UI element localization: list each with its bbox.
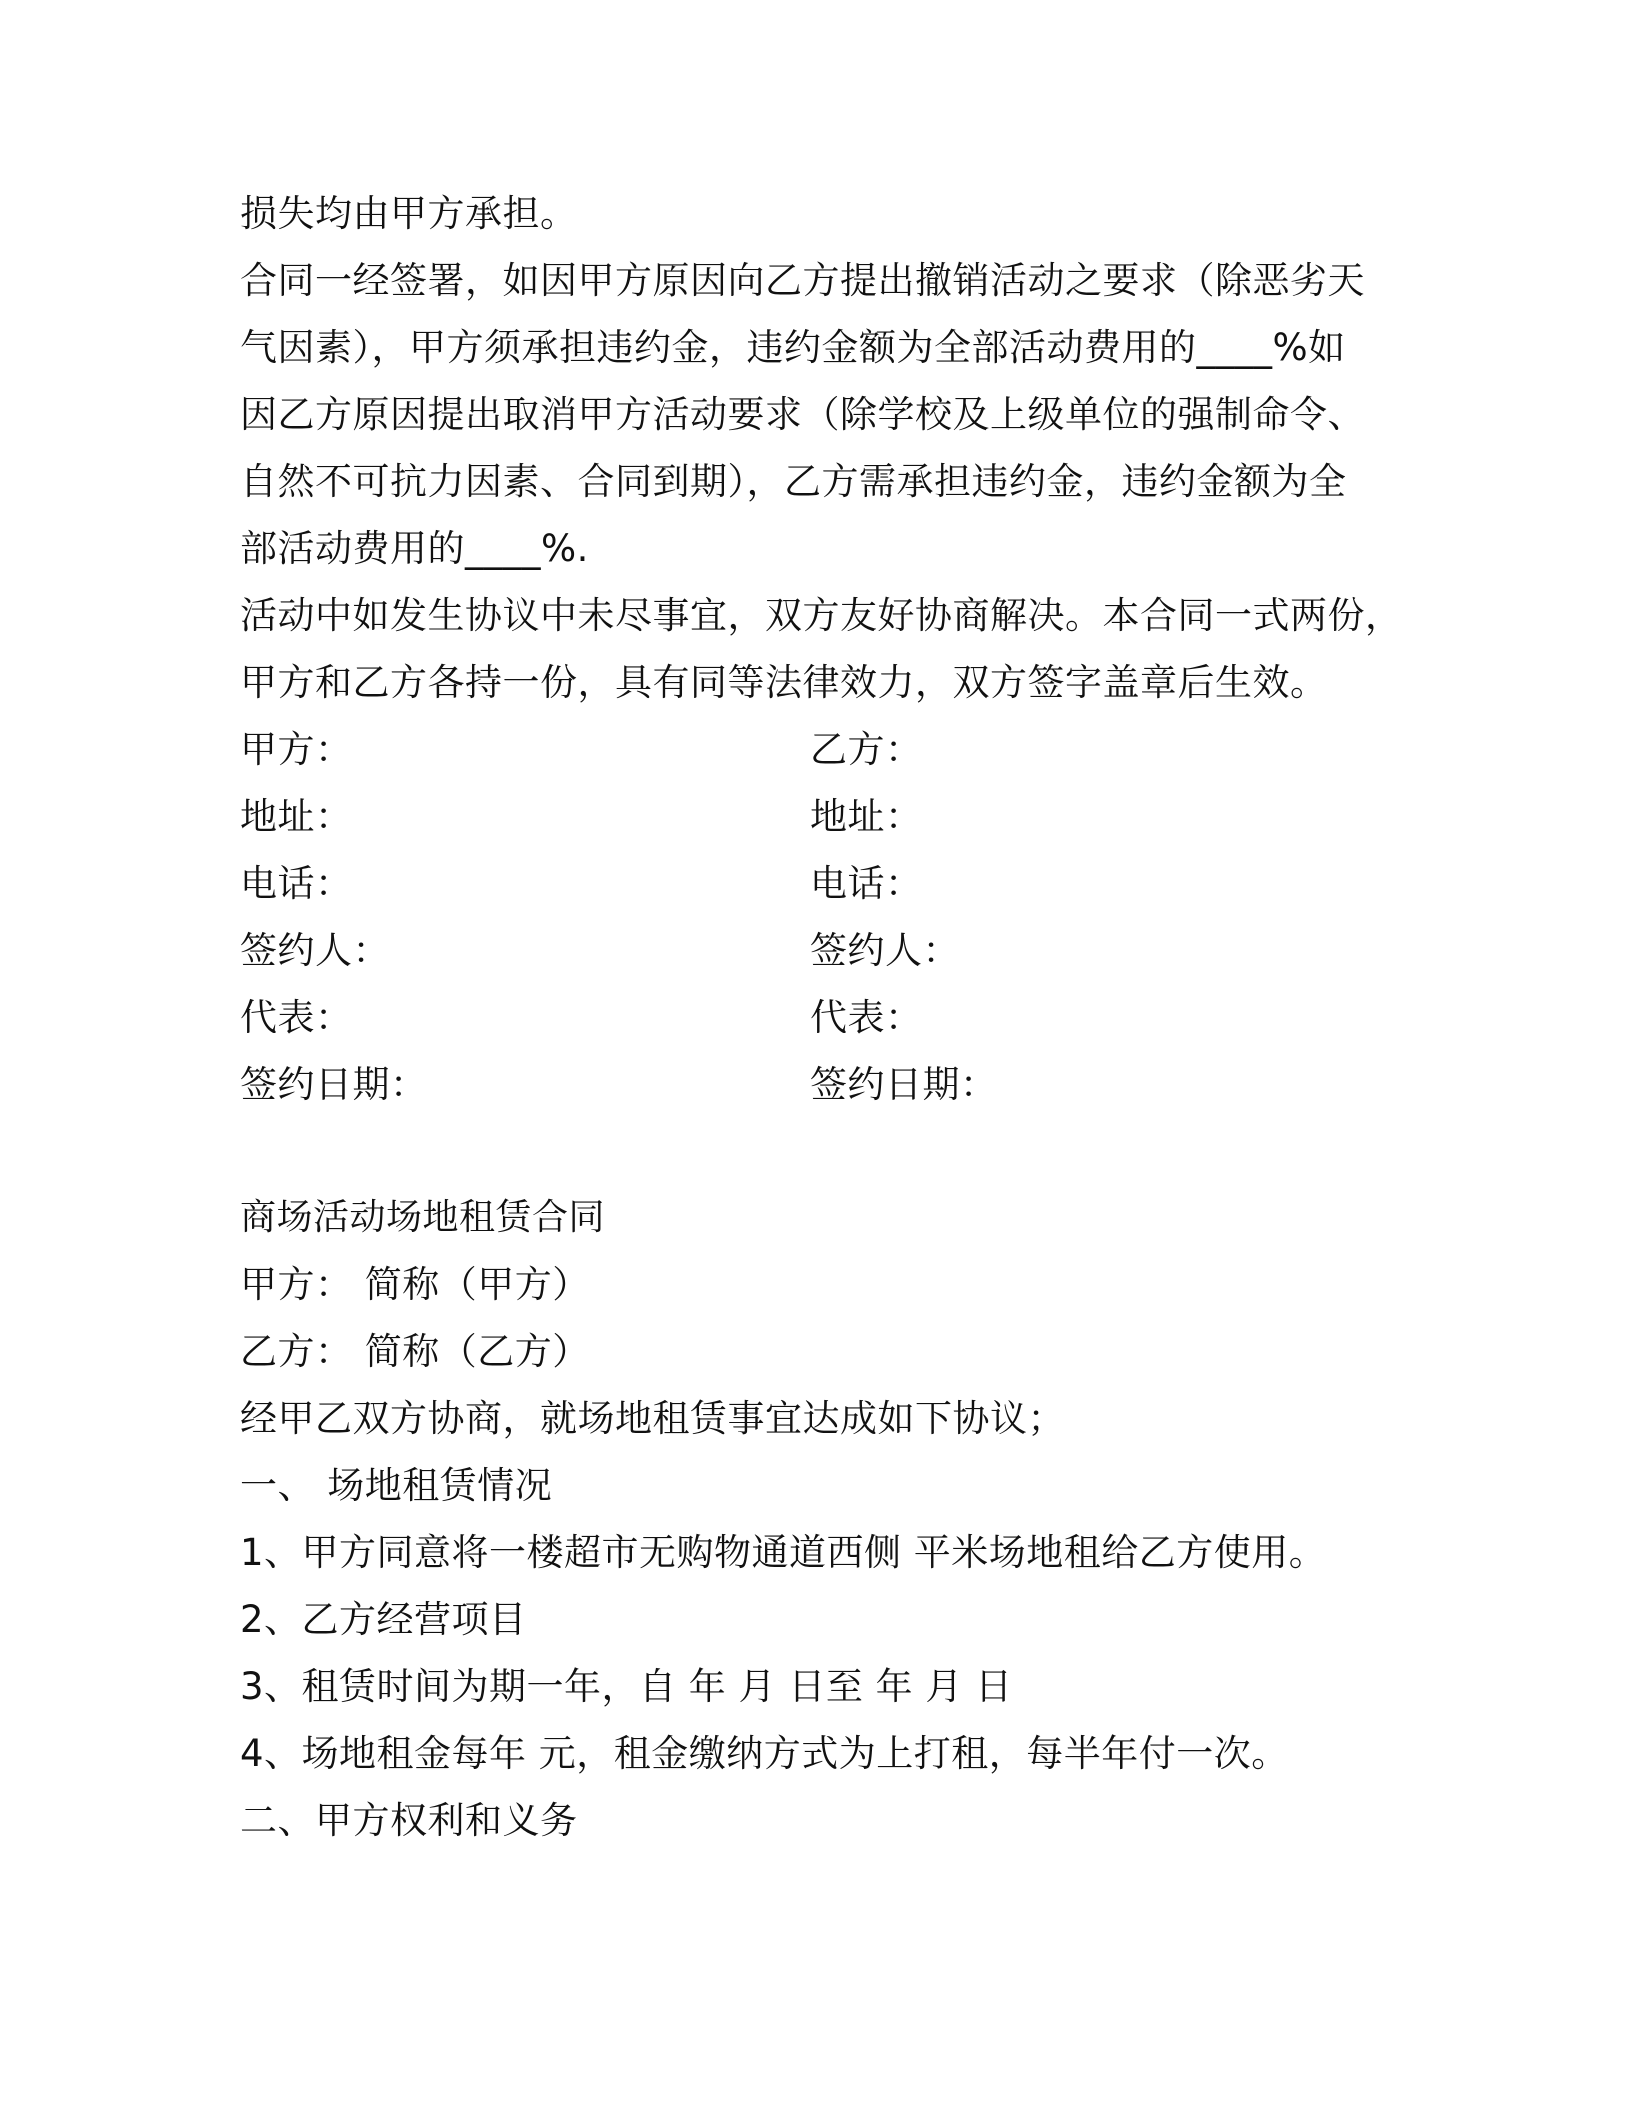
contract-title: 商场活动场地租赁合同 <box>240 1197 606 1238</box>
party-b-signer-label: 签约人： <box>810 929 960 972</box>
party-b-phone-label: 电话： <box>810 862 923 905</box>
section-heading: 一、 场地租赁情况 <box>240 1464 553 1507</box>
list-item: 4、场地租金每年 元，租金缴纳方式为上打租，每半年付一次。 <box>240 1732 1289 1775</box>
contract-party-b: 乙方： 简称（乙方） <box>240 1330 590 1373</box>
continued-text: 损失均由甲方承担。 <box>240 192 578 235</box>
contract-preamble: 经甲乙双方协商，就场地租赁事宜达成如下协议； <box>240 1397 1065 1440</box>
list-item: 3、租赁时间为期一年，自 年 月 日至 年 月 日 <box>240 1665 1013 1708</box>
party-b-representative-label: 代表： <box>810 996 923 1039</box>
party-a-address-label: 地址： <box>240 795 353 838</box>
cancellation-paragraph-line: 因乙方原因提出取消甲方活动要求（除学校及上级单位的强制命令、 <box>240 393 1365 436</box>
party-a-representative-label: 代表： <box>240 996 353 1039</box>
misc-paragraph-line: 甲方和乙方各持一份，具有同等法律效力，双方签字盖章后生效。 <box>240 661 1328 704</box>
party-b-sign-date-label: 签约日期： <box>810 1063 998 1106</box>
section-heading: 二、甲方权利和义务 <box>240 1799 578 1842</box>
party-a-signer-label: 签约人： <box>240 929 390 972</box>
party-a-label: 甲方： <box>240 728 353 771</box>
party-b-label: 乙方： <box>810 728 923 771</box>
cancellation-paragraph-line: 气因素），甲方须承担违约金，违约金额为全部活动费用的____%如 <box>240 326 1346 369</box>
party-a-phone-label: 电话： <box>240 862 353 905</box>
list-item: 2、乙方经营项目 <box>240 1598 527 1641</box>
cancellation-paragraph-line: 自然不可抗力因素、合同到期），乙方需承担违约金，违约金额为全 <box>240 460 1347 503</box>
contract-party-a: 甲方： 简称（甲方） <box>240 1263 590 1306</box>
list-item: 1、甲方同意将一楼超市无购物通道西侧 平米场地租给乙方使用。 <box>240 1531 1327 1574</box>
misc-paragraph-line: 活动中如发生协议中未尽事宜，双方友好协商解决。本合同一式两份， <box>240 594 1403 637</box>
cancellation-paragraph-line: 合同一经签署，如因甲方原因向乙方提出撤销活动之要求（除恶劣天 <box>240 259 1365 302</box>
party-b-address-label: 地址： <box>810 795 923 838</box>
party-a-sign-date-label: 签约日期： <box>240 1063 428 1106</box>
cancellation-paragraph-line: 部活动费用的____%. <box>240 527 589 570</box>
